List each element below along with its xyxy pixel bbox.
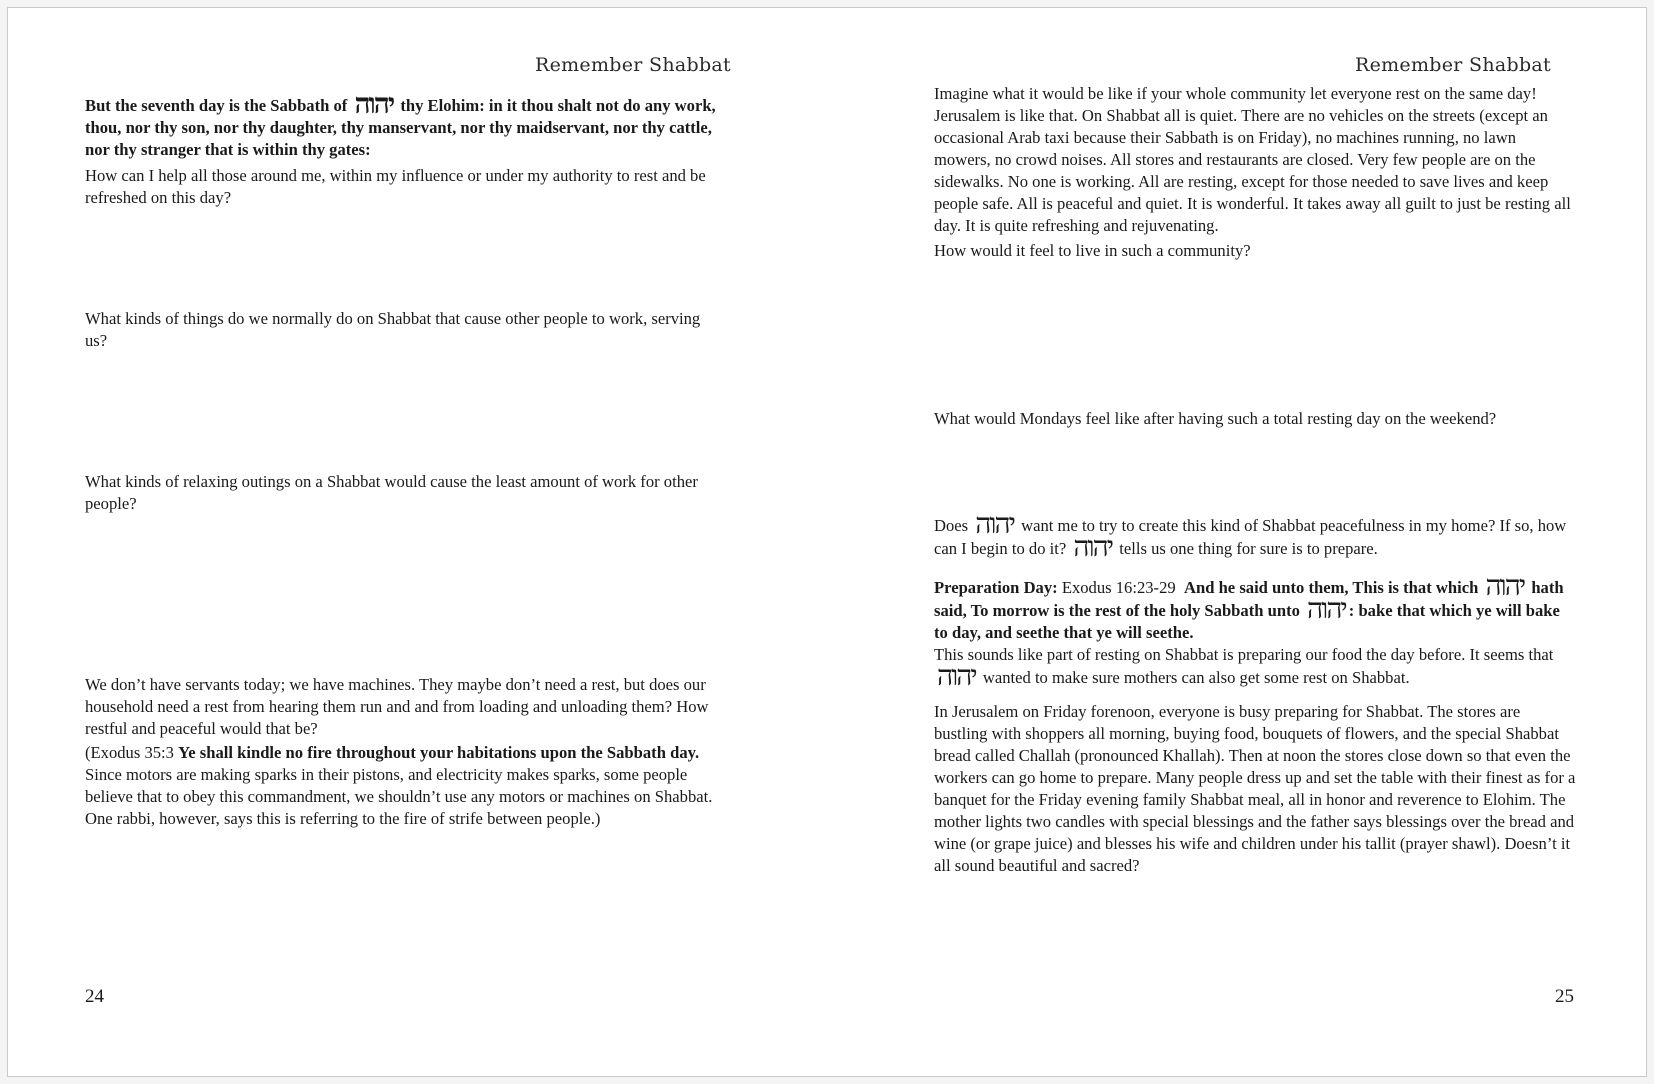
question-text: How can I help all those around me, within my influence or under my authority to rest and be refreshed on this day? bbox=[85, 166, 706, 207]
running-head: Remember Shabbat bbox=[1354, 54, 1551, 76]
question-want bbox=[934, 507, 1576, 563]
running-head: Remember Shabbat bbox=[534, 54, 731, 76]
verse-text: But the seventh day is the Sabbath of bbox=[85, 96, 348, 115]
prep-text: wanted to make sure mothers can also get some rest on Shabbat. bbox=[982, 668, 1410, 687]
question-text: What would Mondays feel like after having such a total resting day on the weekend? bbox=[934, 409, 1497, 428]
question-text: Does bbox=[934, 516, 969, 535]
divine-name: יהוה bbox=[937, 659, 976, 692]
divine-name: יהוה bbox=[1073, 530, 1113, 563]
left-page bbox=[8, 8, 828, 1076]
imagine-paragraph bbox=[934, 83, 1576, 237]
verse-text: thy Elohim: in it thou shalt not do any work, thou, nor thy son, nor thy daughter, thy manservant, nor thy maidservant, nor thy cattle, nor thy stranger that is within thy gates: bbox=[85, 96, 716, 159]
note-text: Since motors are making sparks in their pistons, and electricity makes sparks, some people believe that to obey this commandment, we shouldn’t use any motors or machines on Shabbat. One rabbi, however, says this is referring to the fire of strife between people.) bbox=[85, 765, 713, 828]
page-number: 24 bbox=[85, 986, 104, 1007]
preparation-day bbox=[934, 569, 1576, 692]
divine-name: יהוה bbox=[354, 87, 394, 120]
question-mondays bbox=[934, 408, 1576, 430]
question-help-rest bbox=[85, 165, 725, 209]
prep-verse: : bake that which ye will bake to day, and seethe that ye will seethe. bbox=[934, 601, 1560, 642]
question-text: How would it feel to live in such a community? bbox=[934, 241, 1251, 260]
right-page bbox=[828, 8, 1648, 1076]
note-reference: (Exodus 35:3 bbox=[85, 743, 174, 762]
divine-name: יהוה bbox=[1307, 592, 1346, 625]
prep-label: Preparation Day: bbox=[934, 578, 1058, 597]
question-text: want me to try to create this kind of Shabbat peacefulness in my home? If so, how can I begin to do it? bbox=[934, 516, 1567, 558]
paragraph-text: In Jerusalem on Friday forenoon, everyone is busy preparing for Shabbat. The stores are bustling with shoppers all morning, buying food, bouquets of flowers, and the special Shabbat bread called Challah (pronounced Khallah). Then at noon the stores close down so that even the workers can go home to prepare. Many people dress up and set the table with their finest as for a banquet for the Friday evening family Shabbat meal, all in honor and reverence to Elohim. The mother lights two candles with special blessings and the father says blessings over the bread and wine (or grape juice) and blesses his wife and children under his tallit (prayer shawl). Doesn’t it all sound beautiful and sacred? bbox=[934, 702, 1576, 875]
paragraph-text: Imagine what it would be like if your whole community let everyone rest on the same day! Jerusalem is like that. On Shabbat all is quiet. There are no vehicles on the streets (except an occasional Arab taxi because their Sabbath is on Friday), no machines running, no lawn mowers, no crowd noises. All stores and restaurants are closed. Very few people are on the sidewalks. No one is working. All are resting, except for those needed to save lives and keep people safe. All is peaceful and quiet. It is wonderful. It takes away all guilt to just be resting all day. It is quite refreshing and rejuvenating. bbox=[934, 84, 1571, 235]
divine-name: יהוה bbox=[1485, 569, 1525, 602]
question-text: What kinds of things do we normally do on Shabbat that cause other people to work, serving us? bbox=[85, 309, 701, 350]
exodus-note bbox=[85, 742, 725, 830]
prep-reference: Exodus 16:23-29 bbox=[1061, 578, 1176, 597]
divine-name: יהוה bbox=[975, 507, 1014, 540]
paragraph-text: We don’t have servants today; we have machines. They maybe don’t need a rest, but does our household need a rest from hearing them run and and from loading and unloading them? How restful and peaceful would that be? bbox=[85, 675, 709, 738]
page-number: 25 bbox=[1555, 986, 1574, 1007]
jerusalem-paragraph bbox=[934, 701, 1576, 877]
machines-paragraph bbox=[85, 674, 725, 740]
verse-paragraph bbox=[85, 87, 725, 161]
prep-verse: hath said, To morrow is the rest of the holy Sabbath unto bbox=[934, 578, 1564, 620]
book-spread bbox=[7, 7, 1647, 1077]
question-community bbox=[934, 240, 1576, 262]
prep-verse: And he said unto them, This is that which bbox=[1183, 578, 1479, 597]
prep-text: This sounds like part of resting on Shabbat is preparing our food the day before. It seems that bbox=[934, 645, 1554, 664]
question-outings bbox=[85, 471, 725, 515]
question-work-serving bbox=[85, 308, 725, 352]
note-verse: Ye shall kindle no fire throughout your habitations upon the Sabbath day. bbox=[178, 743, 700, 762]
question-text: What kinds of relaxing outings on a Shabbat would cause the least amount of work for other people? bbox=[85, 472, 698, 513]
question-text: tells us one thing for sure is to prepare. bbox=[1119, 539, 1378, 558]
